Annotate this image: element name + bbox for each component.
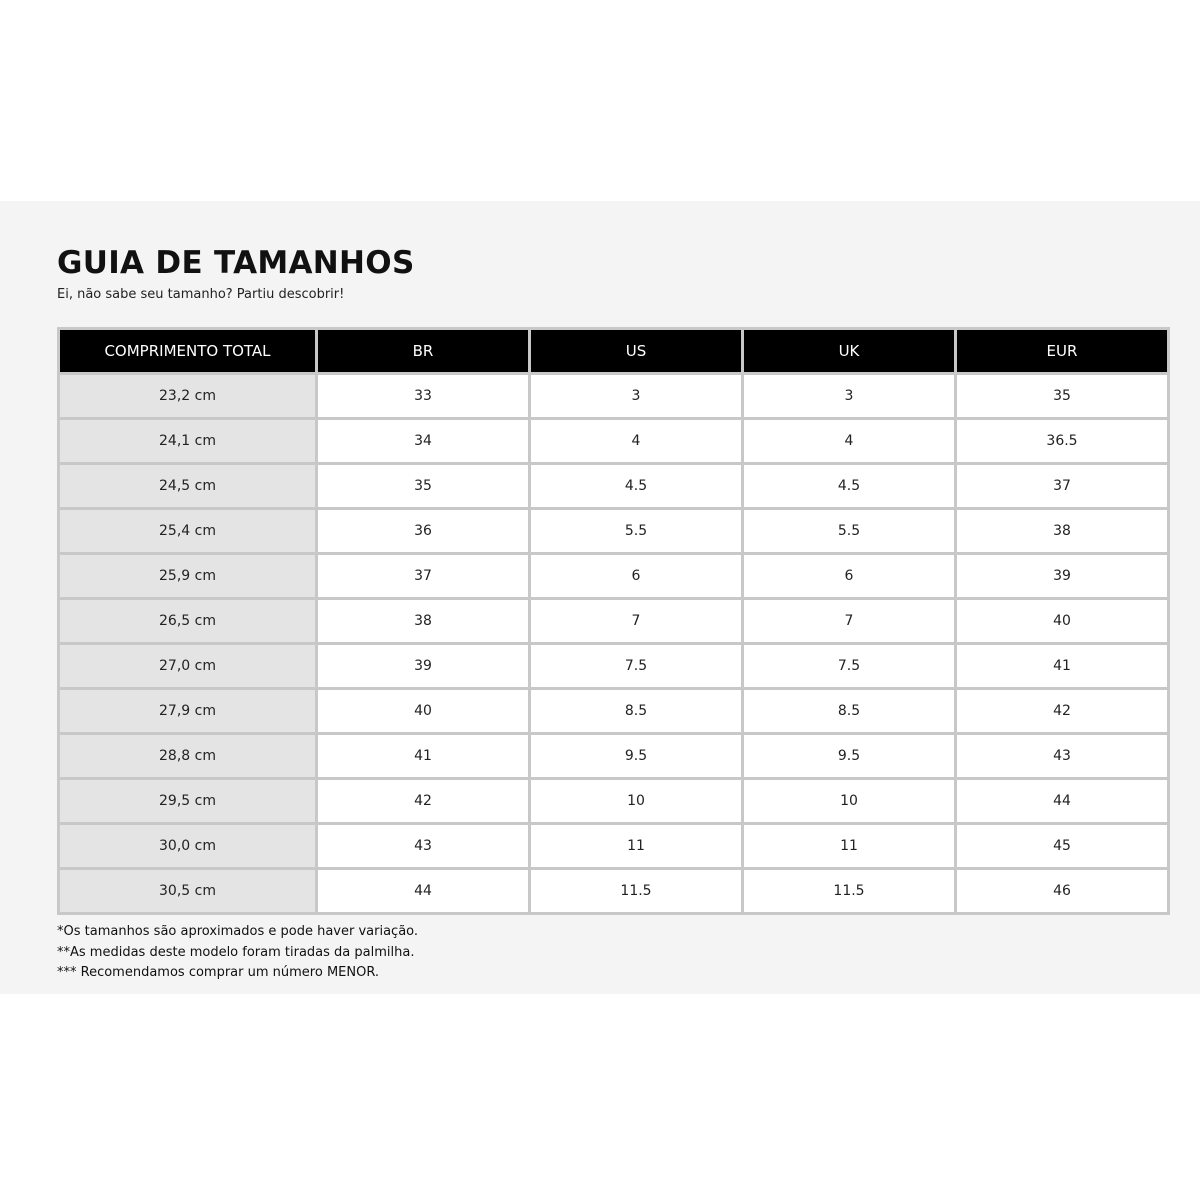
uk-cell: 7.5 [743,644,956,689]
uk-cell: 8.5 [743,689,956,734]
us-cell: 4.5 [530,464,743,509]
us-cell: 9.5 [530,734,743,779]
footnote-buy-smaller: *** Recomendamos comprar um número MENOR. [57,965,380,980]
us-cell: 5.5 [530,509,743,554]
length-cell: 24,1 cm [59,419,317,464]
length-cell: 30,0 cm [59,824,317,869]
us-cell: 3 [530,374,743,419]
us-cell: 11 [530,824,743,869]
br-cell: 41 [317,734,530,779]
table-row [59,689,1169,734]
uk-cell: 4 [743,419,956,464]
us-cell: 7 [530,599,743,644]
length-cell: 25,9 cm [59,554,317,599]
uk-cell: 5.5 [743,509,956,554]
br-cell: 35 [317,464,530,509]
table-row [59,824,1169,869]
us-cell: 10 [530,779,743,824]
br-cell: 34 [317,419,530,464]
size-guide-panel [0,201,1200,994]
table-row [59,509,1169,554]
br-cell: 37 [317,554,530,599]
eur-cell: 46 [956,869,1169,914]
br-cell: 33 [317,374,530,419]
br-cell: 39 [317,644,530,689]
length-cell: 28,8 cm [59,734,317,779]
table-row [59,779,1169,824]
uk-cell: 11.5 [743,869,956,914]
header-comprimento-total: COMPRIMENTO TOTAL [59,329,317,374]
br-cell: 40 [317,689,530,734]
length-cell: 29,5 cm [59,779,317,824]
br-cell: 42 [317,779,530,824]
length-cell: 26,5 cm [59,599,317,644]
table-row [59,419,1169,464]
us-cell: 7.5 [530,644,743,689]
header-eur: EUR [956,329,1169,374]
eur-cell: 44 [956,779,1169,824]
table-row [59,599,1169,644]
br-cell: 38 [317,599,530,644]
uk-cell: 3 [743,374,956,419]
footnotes [57,922,418,984]
eur-cell: 36.5 [956,419,1169,464]
length-cell: 30,5 cm [59,869,317,914]
uk-cell: 7 [743,599,956,644]
br-cell: 44 [317,869,530,914]
eur-cell: 42 [956,689,1169,734]
length-cell: 23,2 cm [59,374,317,419]
eur-cell: 35 [956,374,1169,419]
header-uk: UK [743,329,956,374]
header-us: US [530,329,743,374]
size-table [57,327,1170,915]
us-cell: 6 [530,554,743,599]
table-row [59,734,1169,779]
eur-cell: 43 [956,734,1169,779]
length-cell: 27,9 cm [59,689,317,734]
length-cell: 24,5 cm [59,464,317,509]
eur-cell: 38 [956,509,1169,554]
uk-cell: 4.5 [743,464,956,509]
table-row [59,554,1169,599]
eur-cell: 39 [956,554,1169,599]
uk-cell: 9.5 [743,734,956,779]
uk-cell: 11 [743,824,956,869]
header-br: BR [317,329,530,374]
table-row [59,464,1169,509]
uk-cell: 6 [743,554,956,599]
us-cell: 4 [530,419,743,464]
length-cell: 27,0 cm [59,644,317,689]
eur-cell: 41 [956,644,1169,689]
footnote-insole-measurement: **As medidas deste modelo foram tiradas da palmilha. [57,944,415,960]
uk-cell: 10 [743,779,956,824]
eur-cell: 37 [956,464,1169,509]
page-subtitle: Ei, não sabe seu tamanho? Partiu descobrir! [57,287,345,302]
table-row [59,869,1169,914]
page-title: GUIA DE TAMANHOS [57,245,415,281]
eur-cell: 45 [956,824,1169,869]
eur-cell: 40 [956,599,1169,644]
footnote-approximate-sizes: *Os tamanhos são aproximados e pode haver variação. [57,924,419,939]
us-cell: 8.5 [530,689,743,734]
br-cell: 43 [317,824,530,869]
length-cell: 25,4 cm [59,509,317,554]
us-cell: 11.5 [530,869,743,914]
table-row [59,644,1169,689]
br-cell: 36 [317,509,530,554]
table-row [59,374,1169,419]
table-header-row [59,329,1169,374]
